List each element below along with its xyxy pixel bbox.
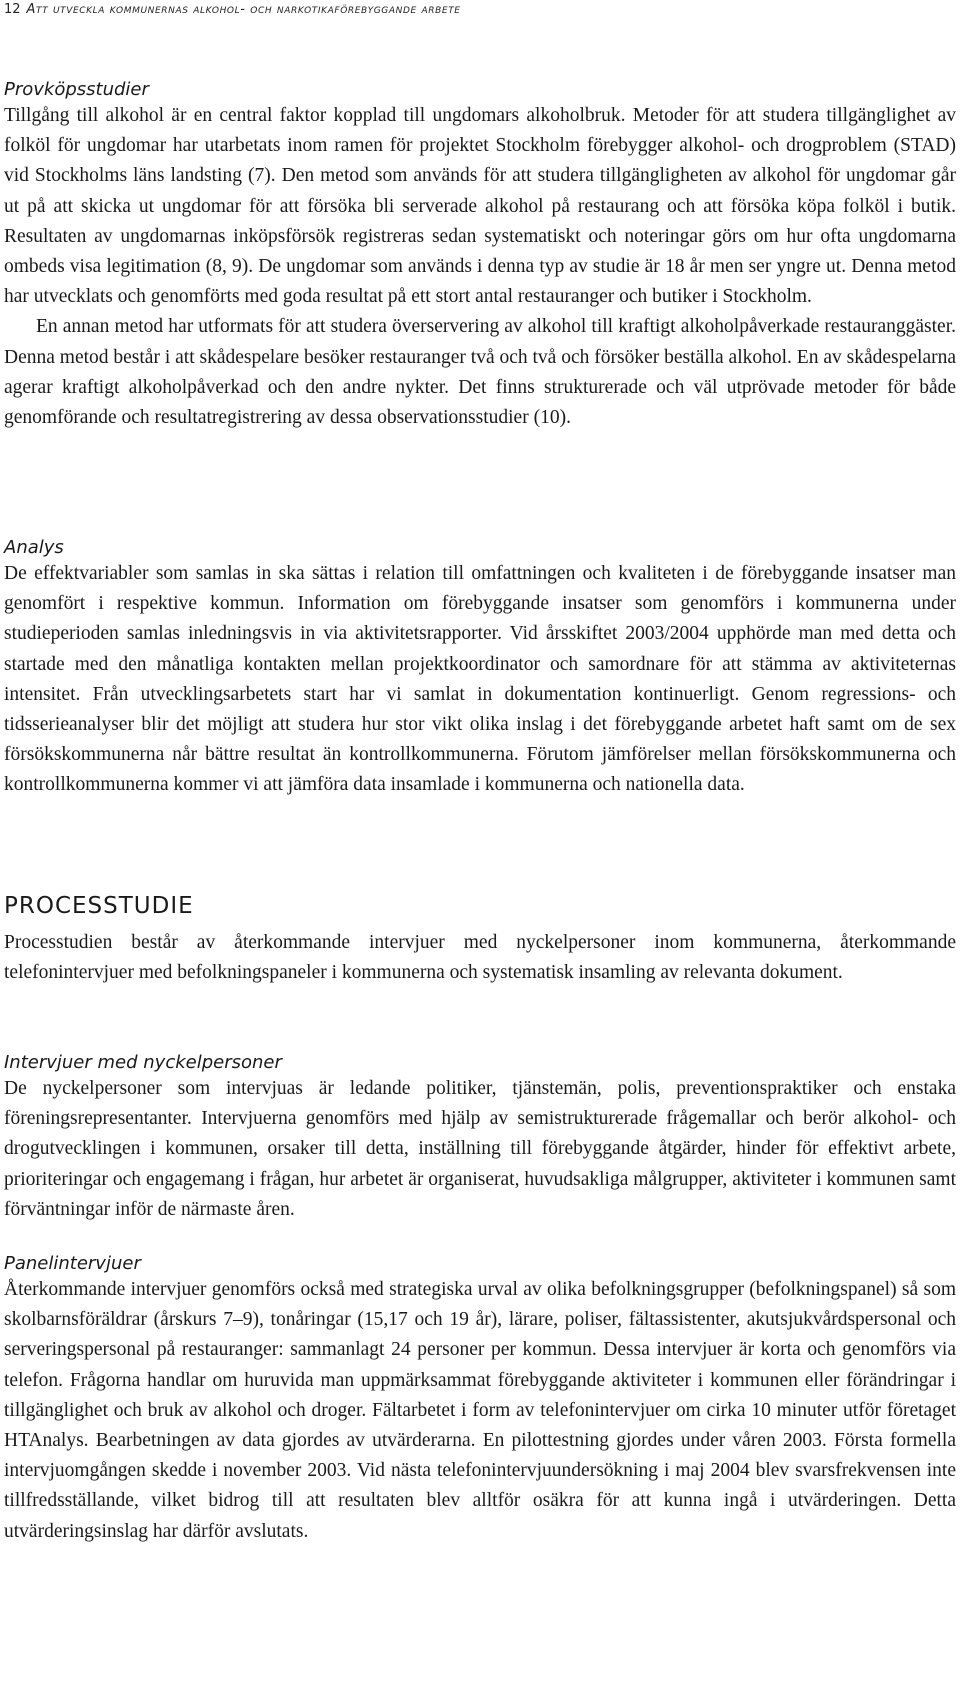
paragraph: Processtudien består av återkommande intervjuer med nyckelpersoner inom kommunerna, återkommande telefonintervjuer med befolkningspaneler i kommunerna och systematisk insamling av relevanta dokument. — [4, 932, 956, 984]
section-processtudie — [4, 892, 956, 988]
section-panelintervjuer — [4, 1253, 956, 1547]
running-header — [4, 2, 461, 17]
running-title: Att utveckla kommunernas alkohol- och narkotikaförebyggande arbete — [26, 2, 461, 17]
subheading-panelintervjuer: Panelintervjuer — [4, 1253, 141, 1274]
section-analys — [4, 537, 956, 801]
section-provkopsstudier — [4, 79, 956, 433]
section-heading-processtudie: PROCESSTUDIE — [4, 893, 194, 919]
paragraph: De nyckelpersoner som intervjuas är ledande politiker, tjänstemän, polis, preventionspraktiker och enstaka föreningsrepresentanter. Intervjuerna genomförs med hjälp av semistrukturerade frågemallar och berör alkohol- och drogutvecklingen i kommunen, orsaker till detta, inställning till förebyggande åtgärder, hinder för effektivt arbete, prioriteringar och engagemang i frågan, hur arbetet är organiserat, huvudsakliga målgrupper, aktiviteter i kommunen samt förväntningar inför de närmaste åren. — [4, 1078, 956, 1220]
page-number: 12 — [4, 2, 21, 17]
subheading-analys: Analys — [4, 537, 64, 558]
paragraph: De effektvariabler som samlas in ska sättas i relation till omfattningen och kvaliteten i de förebyggande insatser man genomfört i respektive kommun. Information om förebyggande insatser som genomförs i kommunerna under studieperioden samlas inledningsvis in via aktivitetsrapporter. Vid årsskiftet 2003/2004 upphörde man med detta och startade med den månatliga kontakten mellan projektkoordinator och samordnare för att stämma av aktiviteternas intensitet. Från utvecklingsarbetets start har vi samlat in dokumentation kontinuerligt. Genom regressions- och tidsserieanalyser blir det möjligt att studera hur stor vikt olika inslag i det förebyggande arbetet haft samt om de sex försökskommunerna når bättre resultat än kontrollkommunerna. Förutom jämförelser mellan försökskommunerna och kontrollkommunerna kommer vi att jämföra data insamlade i kommunerna och nationella data. — [4, 563, 956, 796]
paragraph: En annan metod har utformats för att studera överservering av alkohol till kraftigt alkoholpåverkade restauranggäster. Denna metod består i att skådespelare besöker restauranger två och två och försöker beställa alkohol. En av skådespelarna agerar kraftigt alkoholpåverkad och den andre nykter. Det finns strukturerade och väl utprövade metoder för både genomförande och resultatregistrering av dessa observationsstudier (10). — [4, 316, 956, 429]
subheading-provkopsstudier: Provköpsstudier — [4, 79, 149, 100]
paragraph: Tillgång till alkohol är en central faktor kopplad till ungdomars alkoholbruk. Metoder för att studera tillgänglighet av folköl för ungdomar har utarbetats inom ramen för projektet Stockholm förebygger alkohol- och drogproblem (STAD) vid Stockholms läns landsting (7). Den metod som används för att studera tillgängligheten av alkohol för ungdomar går ut på att skicka ut ungdomar för att försöka bli serverade alkohol på restaurang och att försöka köpa folköl i butik. Resultaten av ungdomarnas inköpsförsök registreras sedan systematiskt och noteringar görs om hur ofta ungdomarna ombeds visa legitimation (8, 9). De ungdomar som används i denna typ av studie är 18 år men ser yngre ut. Denna metod har utvecklats och genomförts med goda resultat på ett stort antal restauranger och butiker i Stockholm. — [4, 105, 956, 308]
section-intervjuer — [4, 1052, 956, 1225]
paragraph: Återkommande intervjuer genomförs också med strategiska urval av olika befolkningsgrupper (befolkningspanel) så som skolbarnsföräldrar (årskurs 7–9), tonåringar (15,17 och 19 år), lärare, poliser, fältassistenter, akutsjukvårdspersonal och serveringspersonal på restauranger: sammanlagt 24 personer per kommun. Dessa intervjuer är korta och genomförs via telefon. Frågorna handlar om huruvida man uppmärksammat förebyggande aktiviteter i kommunen eller förändringar i tillgänglighet och bruk av alkohol och droger. Fältarbetet i form av telefonintervjuer om cirka 10 minuter utför företaget HTAnalys. Bearbetningen av data gjordes av utvärderarna. En pilottestning gjordes under våren 2003. Första formella intervjuomgången skedde i november 2003. Vid nästa telefonintervjuundersökning i maj 2004 blev svarsfrekvensen inte tillfredsställande, vilket bidrog till att resultaten blev alltför osäkra för att kunna ingå i utvärderingen. Detta utvärderingsinslag har därför avslutats. — [4, 1279, 956, 1542]
subheading-intervjuer: Intervjuer med nyckelpersoner — [4, 1052, 282, 1073]
